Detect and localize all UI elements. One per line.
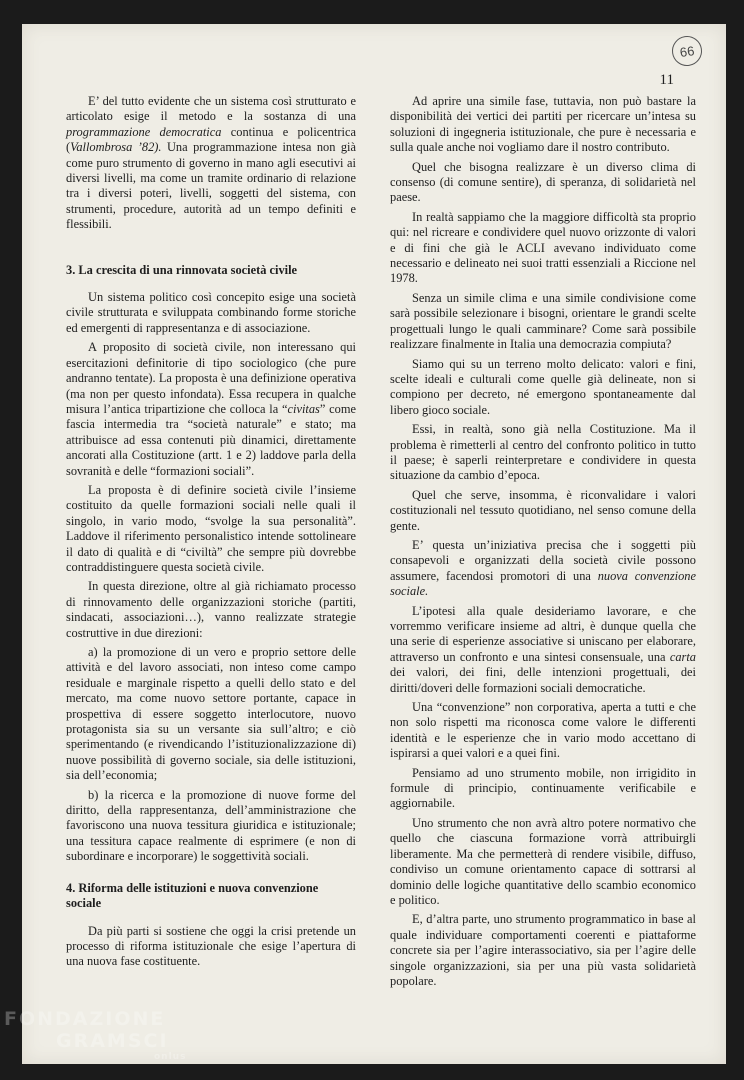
paragraph: In realtà sappiamo che la maggiore difficoltà sta proprio qui: nel ricreare e condividere quel nuovo orizzonte di valori e di fini che già le ACLI avevano individuato come necessario e delineato nei suoi tratti essenziali a Riccione nel 1978.: [390, 209, 696, 286]
document-page: [22, 24, 726, 1064]
paragraph: Siamo qui su un terreno molto delicato: valori e fini, scelte ideali e culturali come quelle già delineate, non si compiono per decreto, né emergono spontaneamente dal libero gioco sociale.: [390, 356, 696, 417]
list-item-b: b) la ricerca e la promozione di nuove forme del diritto, della rappresentanza, dell’amministrazione che favoriscono una nuova tessitura giuridica e istituzionale; una tessitura capace realmente di esprimere (e non di subordinare e incorporare) le soggettività sociali.: [66, 787, 356, 864]
paragraph: Un sistema politico così concepito esige una società civile strutturata e sviluppata combinando forme storiche ed emergenti di rappresentanza e di associazione.: [66, 290, 356, 335]
paragraph: L’ipotesi alla quale desideriamo lavorare, e che vorremmo verificare insieme ad altri, è dunque quella che una serie di esperienze associative si uniscano per elaborare, attraverso un confronto e una sintesi consensuale, una carta dei valori, dei fini, delle intenzioni progettuali, dei diritti/doveri delle formazioni sociali democratiche.: [390, 603, 696, 695]
section-heading-4: 4. Riforma delle istituzioni e nuova convenzione sociale: [66, 880, 319, 911]
watermark-line-2: GRAMSCI: [56, 1030, 169, 1052]
paragraph: Pensiamo ad uno strumento mobile, non irrigidito in formule di principio, continuamente verificabile e aggiornabile.: [390, 765, 696, 811]
paragraph: Essi, in realtà, sono già nella Costituzione. Ma il problema è rimetterli al centro del confronto politico in tutto il paese; è saperli reinterpretare e condividere in questa situazione da cambio d’epoca.: [390, 422, 696, 483]
paragraph: Quel che bisogna realizzare è un diverso clima di consenso (di comune sentire), di speranza, di solidarietà nel paese.: [390, 159, 696, 205]
list-item-a: a) la promozione di un vero e proprio settore delle attività e del lavoro associati, non inteso come campo residuale e marginale rispetto a quelli dello stato e del mercato, ma come nuovo settore portante, capace in prospettiva di essere soggetto interlocutore, nuovo protagonista sia su un versante sia sull’altro; e ciò sperimentando (e rivendicando l’istituzionalizzazione di) nuove possibilità di governo sociale, sia delle istituzioni, sia dell’economia;: [66, 645, 356, 783]
paragraph: Senza un simile clima e una simile condivisione come sarà possibile selezionare i bisogni, orientare le grandi scelte progettuali lungo le quali camminare? Come sarà possibile realizzare finalmente in Italia una democrazia compiuta?: [390, 290, 696, 352]
fondazione-gramsci-watermark: [4, 1008, 187, 1062]
paragraph: Uno strumento che non avrà altro potere normativo che quello che ciascuna formazione vorrà attribuirgli liberamente. Ma che permetterà di rendere visibile, diffuso, condiviso un comune orientamento capace di sottrarsi al dominio delle logiche quantitative dello scambio economico e politico.: [390, 815, 696, 907]
watermark-line-3: onlus: [154, 1052, 187, 1062]
archive-number-mark: 66: [670, 34, 704, 68]
paragraph: In questa direzione, oltre al già richiamato processo di rinnovamento delle organizzazioni storiche (partiti, sindacati, associazioni…), vanno realizzate strategie costruttive in due direzioni:: [66, 579, 356, 640]
paragraph: E’ del tutto evidente che un sistema così strutturato e articolato esige il metodo e la sostanza di una programmazione democratica continua e policentrica (Vallombrosa ’82). Una programmazione intesa non già come puro strumento di governo in mano agli esecutivi ai diversi livelli, ma come un tramite ordinario di relazione tra i diversi poteri, livelli, soggetti del sistema, con strumenti, procedure, autorità ad un tempo definiti e flessibili.: [66, 94, 357, 232]
paragraph: La proposta è di definire società civile l’insieme costituito da quelle formazioni sociali nelle quali il singolo, in vario modo, “svolge la sua personalità”. Laddove il riferimento personalistico intende sottolineare il dato di qualità e di “civiltà” che sempre più dovrebbe contraddistinguere questa società civile.: [66, 482, 356, 574]
paragraph: E’ questa un’iniziativa precisa che i soggetti più consapevoli e organizzati della società civile possono assumere, facendosi promotori di una nuova convenzione sociale.: [390, 537, 696, 599]
section-heading-3: 3. La crescita di una rinnovata società civile: [66, 262, 298, 277]
paragraph: Ad aprire una simile fase, tuttavia, non può bastare la disponibilità dei vertici dei partiti per ricercare un’intesa su soluzioni di ingegneria istituzionale, che pure è necessaria e sulla quale anche noi vogliamo dare il nostro contributo.: [390, 94, 696, 155]
right-column: [390, 94, 696, 993]
left-column: [66, 94, 356, 974]
paragraph: Da più parti si sostiene che oggi la crisi pretende un processo di riforma istituzionale che esige l’apertura di una nuova fase costituente.: [66, 923, 356, 969]
watermark-line-1: FONDAZIONE: [4, 1008, 166, 1030]
paragraph: E, d’altra parte, uno strumento programmatico in base al quale individuare comportamenti coerenti e piattaforme concrete sia per l’agire interassociativo, sia per l’agire delle singole organizzazioni, sia per una più vasta solidarietà popolare.: [390, 912, 696, 988]
page-number: 11: [659, 72, 674, 88]
paragraph: Una “convenzione” non corporativa, aperta a tutti e che non solo rispetti ma riconosca come valore le differenti identità e le esperienze che in vario modo accettano di ispirarsi a quei valori e a quei fini.: [390, 700, 696, 761]
paragraph: Quel che serve, insomma, è riconvalidare i valori costituzionali nel tessuto quotidiano, nel senso comune della gente.: [390, 487, 696, 533]
paragraph: A proposito di società civile, non interessano qui esercitazioni definitorie di tipo sociologico (che pure andranno tentate). La proposta è una definizione operativa (ma non per questo infondata). Essa recupera in qualche misura l’antica tripartizione che colloca la “civitas” come fascia intermedia tra “società naturale” e stato; ma attribuisce ad essa contenuti più dinamici, direttamente ancorati alla Costituzione (artt. 1 e 2) laddove parla della sovranità e delle “formazioni sociali”.: [66, 340, 356, 478]
